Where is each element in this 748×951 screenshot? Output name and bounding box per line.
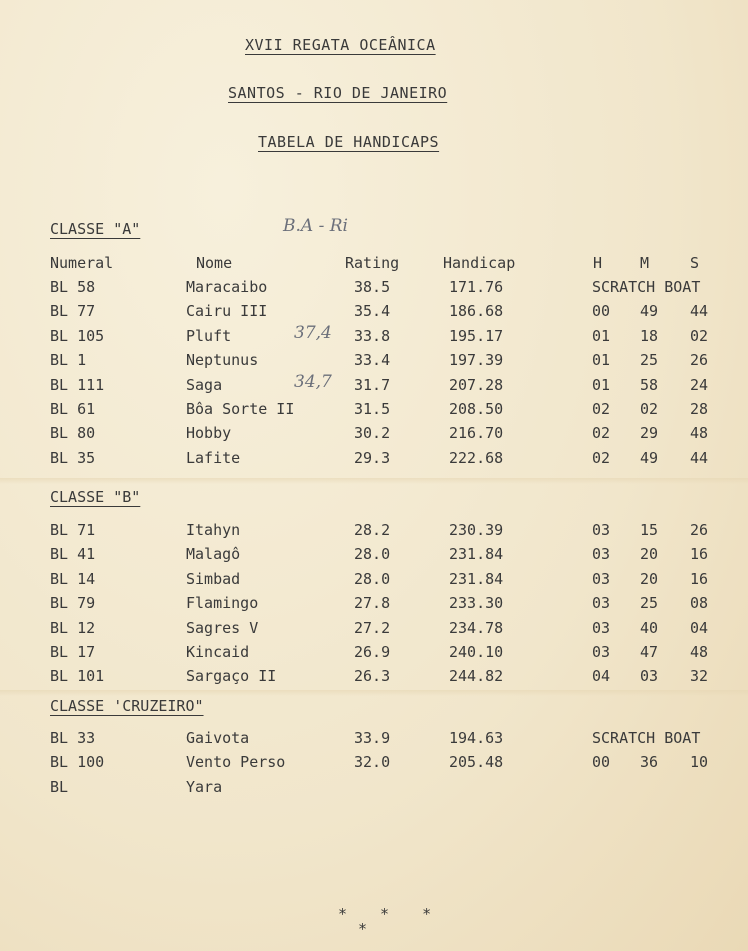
cell-rating: 27.8 (354, 594, 391, 613)
cell-num: BL 80 (50, 424, 96, 443)
handwritten-rating-note: 34,7 (294, 371, 332, 392)
cell-num: BL 61 (50, 400, 96, 418)
col-handicap: Handicap (443, 254, 516, 272)
cell-num: BL 14 (50, 569, 96, 588)
regatta-title: XVII REGATA OCEÂNICA (245, 36, 436, 54)
class-a-heading: CLASSE "A" (50, 220, 141, 238)
cell-s: 08 (690, 594, 709, 613)
cell-m: 29 (640, 424, 659, 443)
col-s: S (690, 254, 700, 272)
cell-rating: 29.3 (354, 448, 391, 467)
cell-num: BL 41 (50, 545, 96, 564)
cell-name: Itahyn (186, 521, 241, 539)
cell-m: 49 (640, 302, 659, 321)
cell-rating: 30.2 (354, 424, 391, 443)
cell-h: 03 (592, 545, 611, 564)
handwritten-annotation: B.A - Ri (283, 216, 348, 236)
cell-handicap: 230.39 (449, 521, 504, 539)
col-nome: Nome (196, 254, 233, 272)
cell-m: 20 (640, 545, 659, 564)
cell-rating: 26.3 (354, 667, 391, 686)
cell-m: 58 (640, 375, 659, 394)
cell-h: 03 (592, 618, 611, 637)
cell-handicap: 231.84 (449, 545, 504, 564)
col-numeral: Numeral (50, 254, 114, 272)
cell-name: Neptunus (186, 351, 259, 370)
cell-m: 47 (640, 643, 659, 661)
cell-m: 20 (640, 569, 659, 588)
cell-num: BL (50, 777, 69, 796)
paper-fold (0, 690, 748, 696)
cell-rating: 31.5 (354, 400, 391, 418)
footer-stars: * * * (338, 905, 444, 923)
handwritten-rating-note: 37,4 (294, 322, 332, 343)
cell-name: Hobby (186, 424, 232, 443)
cell-h: 01 (592, 326, 611, 345)
cell-handicap: 244.82 (449, 667, 504, 686)
cell-rating: 33.4 (354, 351, 391, 370)
class-cruzeiro-heading: CLASSE 'CRUZEIRO" (50, 697, 204, 715)
cell-m: 49 (640, 448, 659, 467)
cell-rating: 28.2 (354, 521, 391, 539)
cell-name: Kincaid (186, 643, 250, 661)
cell-handicap: 197.39 (449, 351, 504, 370)
cell-num: BL 58 (50, 278, 96, 296)
cell-rating: 33.8 (354, 326, 391, 345)
cell-h: 01 (592, 375, 611, 394)
col-m: M (640, 254, 650, 272)
cell-rating: 27.2 (354, 618, 391, 637)
cell-rating: 38.5 (354, 278, 391, 296)
cell-rating: 35.4 (354, 302, 391, 321)
cell-s: 26 (690, 351, 709, 370)
cell-rating: 26.9 (354, 643, 391, 661)
cell-handicap: 231.84 (449, 569, 504, 588)
cell-handicap: 216.70 (449, 424, 504, 443)
cell-handicap: 207.28 (449, 375, 504, 394)
cell-num: BL 101 (50, 667, 105, 686)
cell-h: 00 (592, 753, 611, 772)
cell-name: Pluft (186, 326, 232, 345)
cell-m: 36 (640, 753, 659, 772)
cell-num: BL 100 (50, 753, 105, 772)
cell-h: 03 (592, 594, 611, 613)
cell-s: 26 (690, 521, 709, 539)
cell-name: Vento Perso (186, 753, 286, 772)
cell-s: 16 (690, 545, 709, 564)
cell-m: 15 (640, 521, 659, 539)
cell-name: Saga (186, 375, 223, 394)
cell-name: Flamingo (186, 594, 259, 613)
cell-handicap: 240.10 (449, 643, 504, 661)
cell-handicap: 208.50 (449, 400, 504, 418)
cell-handicap: 171.76 (449, 278, 504, 296)
cell-name: Maracaibo (186, 278, 268, 296)
cell-m: 25 (640, 594, 659, 613)
cell-handicap: 186.68 (449, 302, 504, 321)
cell-h: 01 (592, 351, 611, 370)
cell-m: 18 (640, 326, 659, 345)
cell-name: Cairu III (186, 302, 268, 321)
cell-handicap: 222.68 (449, 448, 504, 467)
cell-num: BL 1 (50, 351, 87, 370)
cell-h: 00 (592, 302, 611, 321)
cell-handicap: 233.30 (449, 594, 504, 613)
cell-m: 25 (640, 351, 659, 370)
cell-rating: 31.7 (354, 375, 391, 394)
class-b-heading: CLASSE "B" (50, 488, 141, 506)
cell-name: Sargaço II (186, 667, 277, 686)
cell-num: BL 33 (50, 729, 96, 747)
scratch-boat-label: SCRATCH BOAT (592, 729, 701, 747)
cell-h: 03 (592, 643, 611, 661)
cell-s: 10 (690, 753, 709, 772)
cell-s: 48 (690, 643, 709, 661)
cell-rating: 33.9 (354, 729, 391, 747)
cell-m: 40 (640, 618, 659, 637)
cell-m: 03 (640, 667, 659, 686)
cell-m: 02 (640, 400, 659, 418)
cell-num: BL 111 (50, 375, 105, 394)
cell-handicap: 234.78 (449, 618, 504, 637)
cell-handicap: 205.48 (449, 753, 504, 772)
cell-rating: 32.0 (354, 753, 391, 772)
table-title: TABELA DE HANDICAPS (258, 133, 440, 151)
cell-s: 02 (690, 326, 709, 345)
cell-name: Bôa Sorte II (186, 400, 295, 418)
cell-num: BL 12 (50, 618, 96, 637)
cell-num: BL 79 (50, 594, 96, 613)
cell-rating: 28.0 (354, 569, 391, 588)
col-h: H (593, 254, 603, 272)
cell-num: BL 105 (50, 326, 105, 345)
cell-handicap: 195.17 (449, 326, 504, 345)
cell-s: 24 (690, 375, 709, 394)
cell-h: 03 (592, 569, 611, 588)
footer-star: * (358, 920, 368, 938)
cell-num: BL 17 (50, 643, 96, 661)
cell-h: 02 (592, 400, 611, 418)
col-rating: Rating (345, 254, 400, 272)
cell-name: Simbad (186, 569, 241, 588)
cell-h: 02 (592, 424, 611, 443)
cell-s: 16 (690, 569, 709, 588)
cell-s: 48 (690, 424, 709, 443)
paper-fold (0, 478, 748, 484)
cell-h: 04 (592, 667, 611, 686)
cell-s: 32 (690, 667, 709, 686)
route-title: SANTOS - RIO DE JANEIRO (228, 84, 448, 102)
cell-num: BL 35 (50, 448, 96, 467)
cell-s: 44 (690, 302, 709, 321)
cell-name: Lafite (186, 448, 241, 467)
cell-handicap: 194.63 (449, 729, 504, 747)
cell-s: 28 (690, 400, 709, 418)
cell-s: 44 (690, 448, 709, 467)
scratch-boat-label: SCRATCH BOAT (592, 278, 701, 296)
cell-h: 03 (592, 521, 611, 539)
cell-name: Sagres V (186, 618, 259, 637)
cell-name: Gaivota (186, 729, 250, 747)
cell-rating: 28.0 (354, 545, 391, 564)
cell-num: BL 71 (50, 521, 96, 539)
cell-num: BL 77 (50, 302, 96, 321)
cell-h: 02 (592, 448, 611, 467)
cell-s: 04 (690, 618, 709, 637)
cell-name: Malagô (186, 545, 241, 564)
cell-name: Yara (186, 777, 223, 796)
